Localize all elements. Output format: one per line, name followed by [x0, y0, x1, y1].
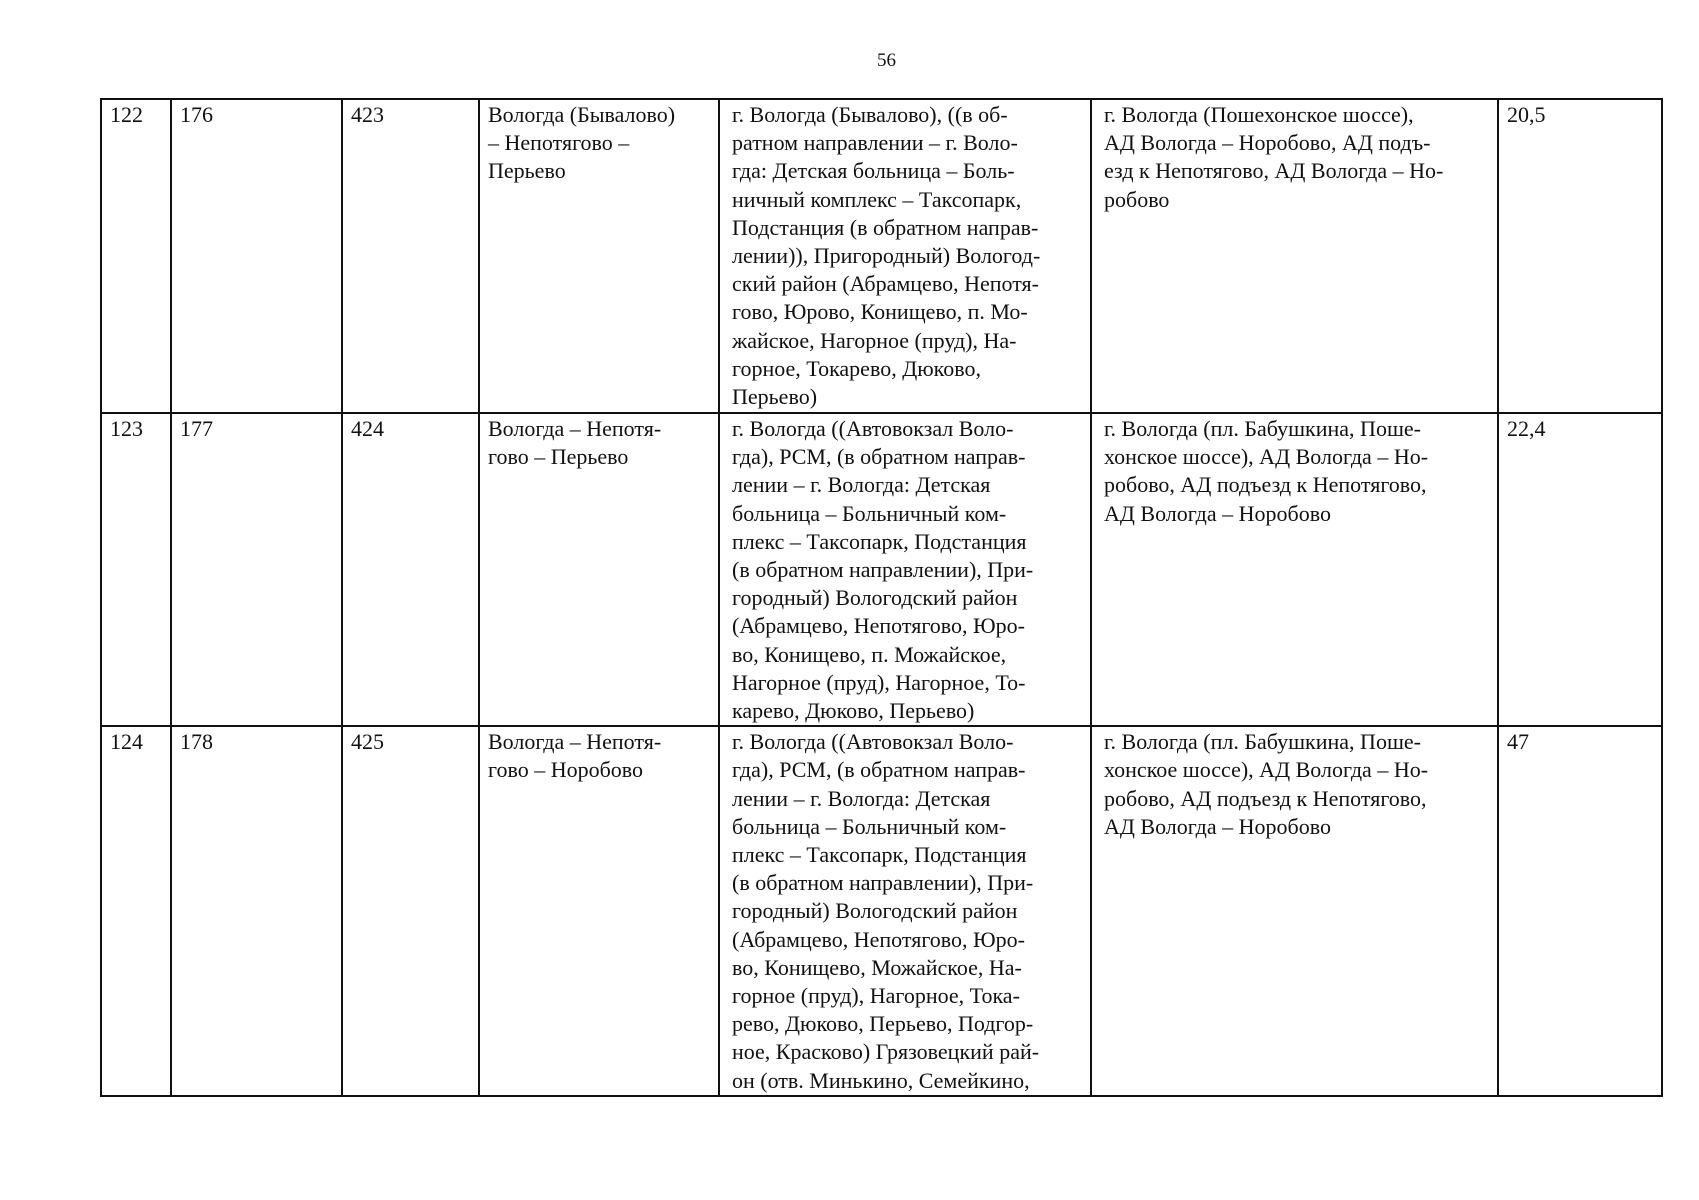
stops-line: он (отв. Минькино, Семейкино, [732, 1067, 1030, 1093]
stops-line: ное, Красково) Грязовецкий рай- [732, 1039, 1040, 1065]
stops-line: во, Конищево, Можайское, На- [732, 954, 1022, 980]
page-number: 56 [877, 50, 896, 71]
stops-line: гда), РСМ, (в обратном направ- [732, 757, 1026, 783]
stops-line: гда), РСМ, (в обратном направ- [732, 444, 1026, 470]
stops-line: плекс – Таксопарк, Подстанция [732, 842, 1027, 868]
stops-line: Перьево) [732, 384, 818, 410]
stops-line: г. Вологда ((Автовокзал Воло- [732, 729, 1014, 755]
route-name-line: Перьево [488, 158, 566, 184]
route-name-line: гово – Перьево [488, 444, 629, 470]
roads-cell [1091, 726, 1498, 1096]
stops-line: горное (пруд), Нагорное, Тока- [732, 983, 1020, 1009]
roads-line: АД Вологда – Норобово [1104, 813, 1331, 839]
route-name-line: Вологда (Бывалово) [488, 102, 676, 127]
roads-line: хонское шоссе), АД Вологда – Но- [1104, 757, 1429, 783]
roads-line: хонское шоссе), АД Вологда – Но- [1104, 444, 1429, 470]
stops-line: гово, Юрово, Конищево, п. Мо- [732, 299, 1028, 325]
route-stops-cell [719, 726, 1091, 1096]
roads-line: г. Вологда (пл. Бабушкина, Поше- [1104, 416, 1421, 441]
route-name-line: – Непотягово – [488, 130, 630, 156]
roads-line: г. Вологда (Пошехонское шоссе), [1104, 102, 1414, 127]
route-name-cell [479, 99, 719, 413]
stops-line: (в обратном направлении), При- [732, 557, 1034, 583]
stops-line: горное, Токарево, Дюково, [732, 355, 981, 381]
stops-line: г. Вологда ((Автовокзал Воло- [732, 416, 1014, 441]
route-name-line: Вологда – Непотя- [488, 416, 662, 441]
stops-line: г. Вологда (Бывалово), ((в об- [732, 102, 1008, 127]
route-name-cell [479, 413, 719, 726]
route-number-cell: 424 [342, 413, 479, 726]
row-number-cell: 122 [101, 99, 171, 413]
route-stops-cell [719, 413, 1091, 726]
stops-line: городный) Вологодский район [732, 898, 1018, 924]
roads-cell [1091, 99, 1498, 413]
stops-line: Подстанция (в обратном направ- [732, 214, 1039, 240]
registry-number-cell: 177 [171, 413, 342, 726]
route-name-line: Вологда – Непотя- [488, 729, 662, 755]
stops-line: ский район (Абрамцево, Непотя- [732, 271, 1039, 297]
route-name-cell [479, 726, 719, 1096]
table-row [101, 726, 1662, 1096]
row-number-cell: 124 [101, 726, 171, 1096]
table-row [101, 99, 1662, 413]
stops-line: (Абрамцево, Непотягово, Юро- [732, 926, 1025, 952]
stops-line: городный) Вологодский район [732, 585, 1018, 611]
stops-line: гда: Детская больница – Боль- [732, 158, 1015, 184]
stops-line: лении – г. Вологда: Детская [732, 785, 991, 811]
stops-line: ратном направлении – г. Воло- [732, 130, 1018, 156]
roads-line: АД Вологда – Норобово, АД подъ- [1104, 130, 1431, 156]
table-row [101, 413, 1662, 726]
stops-line: жайское, Нагорное (пруд), На- [732, 327, 1017, 353]
stops-line: ничный комплекс – Таксопарк, [732, 186, 1022, 212]
route-length-cell: 47 [1498, 726, 1662, 1096]
registry-number-cell: 178 [171, 726, 342, 1096]
registry-number-cell: 176 [171, 99, 342, 413]
stops-line: во, Конищево, п. Можайское, [732, 641, 1007, 667]
roads-line: робово, АД подъезд к Непотягово, [1104, 472, 1427, 498]
route-length-cell: 22,4 [1498, 413, 1662, 726]
route-name-line: гово – Норобово [488, 757, 644, 783]
stops-line: плекс – Таксопарк, Подстанция [732, 528, 1027, 554]
row-number-cell: 123 [101, 413, 171, 726]
stops-line: больница – Больничный ком- [732, 813, 1007, 839]
route-stops-cell [719, 99, 1091, 413]
stops-line: лении – г. Вологда: Детская [732, 472, 991, 498]
stops-line: карево, Дюково, Перьево) [732, 698, 975, 724]
roads-line: робово, АД подъезд к Непотягово, [1104, 785, 1427, 811]
stops-line: Нагорное (пруд), Нагорное, То- [732, 669, 1026, 695]
stops-line: (Абрамцево, Непотягово, Юро- [732, 613, 1025, 639]
route-number-cell: 425 [342, 726, 479, 1096]
route-number-cell: 423 [342, 99, 479, 413]
stops-line: лении)), Пригородный) Вологод- [732, 243, 1041, 269]
roads-line: езд к Непотягово, АД Вологда – Но- [1104, 158, 1444, 184]
roads-line: робово [1104, 186, 1170, 212]
roads-line: АД Вологда – Норобово [1104, 500, 1331, 526]
stops-line: (в обратном направлении), При- [732, 870, 1034, 896]
stops-line: рево, Дюково, Перьево, Подгор- [732, 1011, 1034, 1037]
stops-line: больница – Больничный ком- [732, 500, 1007, 526]
roads-cell [1091, 413, 1498, 726]
roads-line: г. Вологда (пл. Бабушкина, Поше- [1104, 729, 1421, 755]
route-length-cell: 20,5 [1498, 99, 1662, 413]
routes-table [100, 98, 1663, 1097]
